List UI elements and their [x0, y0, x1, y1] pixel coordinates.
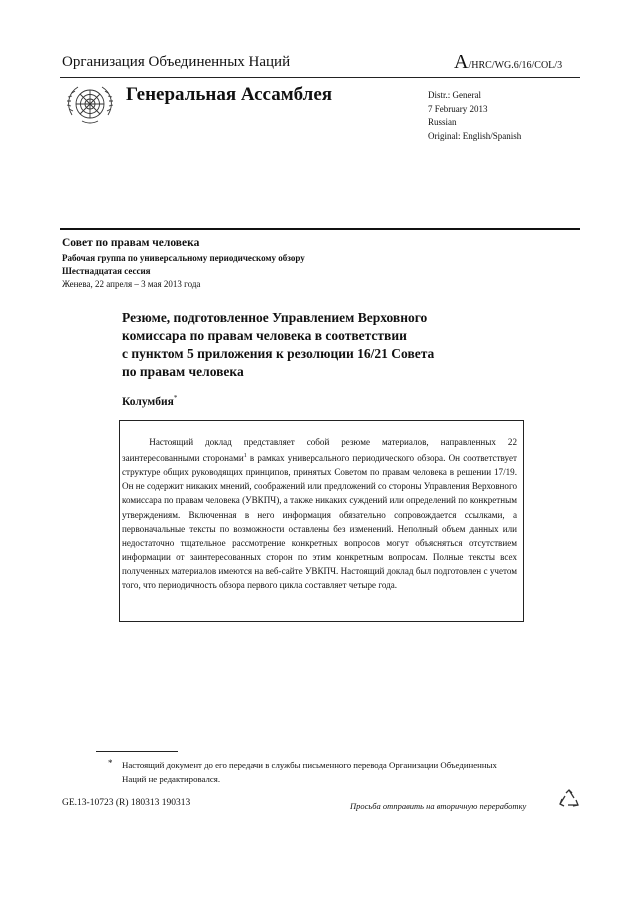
title-line: Резюме, подготовленное Управлением Верховного	[122, 310, 428, 325]
organization-name: Организация Объединенных Наций	[62, 54, 291, 70]
country-name: Колумбия	[122, 395, 174, 408]
distr-line: Distr.: General	[428, 90, 481, 100]
title-line: комиссара по правам человека в соответствии	[122, 328, 407, 343]
recycle-icon	[558, 789, 580, 809]
un-emblem-icon	[64, 83, 116, 127]
distribution-block	[428, 89, 521, 143]
footnote-text: Настоящий документ до его передачи в службы письменного перевода Организации Объединенных Наций не редактировался.	[122, 760, 497, 784]
summary-text-part: в рамках универсального периодического обзора. Он соответствует структуре общих руководящих принципов, принятых Советом по правам человека в решении 17/19. Он не содержит никаких мнений, соображений или предложений со стороны Управления Верховного комиссара по правам человека (УВКПЧ), а также никаких суждений или определений по конкретным утверждениям. Включенная в него информация обязательно сопровождается ссылками, а первоначальные тексты по возможности оставлены без изменений. Неполный объем данных или недостаточно тщательное рассмотрение конкретных вопросов могут объясняться отсутствием информации от заинтересованных сторон по этим конкретным вопросам. Полные тексты всех полученных материалов имеются на веб-сайте УВКПЧ. Настоящий доклад был подготовлен с учетом того, что периодичность обзора первого цикла составляет четыре года.	[122, 453, 517, 590]
summary-text-part: Настоящий доклад представляет собой резюме материалов, направленных 22 заинтересованными сторонами	[122, 437, 517, 464]
title-line: по правам человека	[122, 364, 244, 379]
section-rule	[60, 228, 580, 230]
assembly-title: Генеральная Ассамблея	[126, 84, 333, 105]
session-name: Шестнадцатая сессия	[62, 266, 151, 276]
header-rule	[60, 77, 580, 78]
country-heading	[122, 394, 177, 408]
language-line: Russian	[428, 117, 457, 127]
footnote-reference: 1	[243, 453, 247, 460]
original-line: Original: English/Spanish	[428, 130, 522, 141]
symbol-prefix: A	[454, 51, 469, 73]
working-group: Рабочая группа по универсальному периодическому обзору	[62, 253, 305, 263]
title-line: с пунктом 5 приложения к резолюции 16/21 Совета	[122, 346, 435, 361]
country-footnote-mark: *	[173, 394, 178, 402]
symbol-rest: /HRC/WG.6/16/COL/3	[468, 60, 563, 71]
document-number: GE.13-10723 (R) 180313 190313	[62, 798, 191, 808]
summary-paragraph	[122, 435, 517, 592]
document-symbol	[454, 51, 562, 74]
recycle-note: Просьба отправить на вторичную переработку	[350, 801, 527, 811]
document-title	[122, 309, 542, 381]
footnote-rule	[96, 751, 178, 752]
date-line: 7 February 2013	[428, 103, 488, 114]
footnote-mark: *	[108, 758, 113, 768]
session-dates: Женева, 22 апреля – 3 мая 2013 года	[62, 279, 201, 289]
council-name: Совет по правам человека	[62, 237, 200, 249]
